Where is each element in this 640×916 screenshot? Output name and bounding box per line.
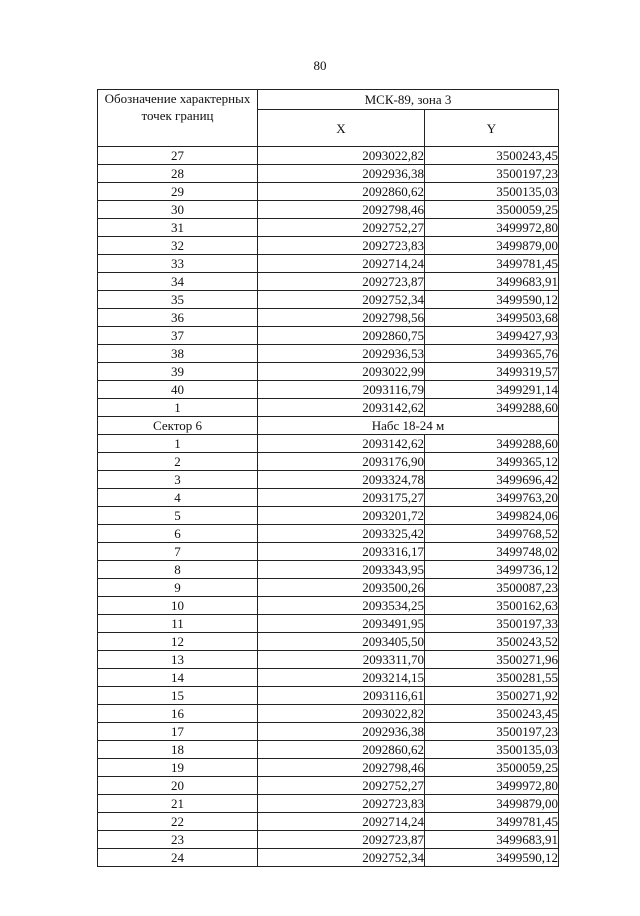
- point-number-cell: 23: [98, 831, 258, 849]
- table-row: [98, 345, 559, 363]
- point-number-cell: 8: [98, 561, 258, 579]
- table-row: [98, 669, 559, 687]
- table-row: [98, 597, 559, 615]
- header-row-system: [98, 90, 559, 110]
- table-row: [98, 489, 559, 507]
- y-coordinate-cell: 3499365,76: [425, 345, 559, 363]
- y-coordinate-cell: 3499288,60: [425, 399, 559, 417]
- point-number-cell: 9: [98, 579, 258, 597]
- table-row: [98, 687, 559, 705]
- x-coordinate-cell: 2093142,62: [258, 435, 425, 453]
- point-number-cell: 1: [98, 399, 258, 417]
- x-coordinate-cell: 2093316,17: [258, 543, 425, 561]
- table-body-part2: [98, 435, 559, 867]
- point-number-cell: 15: [98, 687, 258, 705]
- table-row: [98, 507, 559, 525]
- x-coordinate-cell: 2093116,79: [258, 381, 425, 399]
- y-coordinate-cell: 3499763,20: [425, 489, 559, 507]
- x-coordinate-cell: 2092860,62: [258, 741, 425, 759]
- table-row: [98, 741, 559, 759]
- y-coordinate-cell: 3500197,23: [425, 165, 559, 183]
- x-coordinate-cell: 2092723,83: [258, 237, 425, 255]
- y-coordinate-cell: 3499781,45: [425, 255, 559, 273]
- point-number-cell: 31: [98, 219, 258, 237]
- table-row: [98, 561, 559, 579]
- y-coordinate-cell: 3500135,03: [425, 741, 559, 759]
- point-number-cell: 14: [98, 669, 258, 687]
- y-coordinate-cell: 3499683,91: [425, 273, 559, 291]
- table-row: [98, 183, 559, 201]
- x-coordinate-cell: 2093405,50: [258, 633, 425, 651]
- point-number-cell: 34: [98, 273, 258, 291]
- point-number-cell: 38: [98, 345, 258, 363]
- y-coordinate-cell: 3499291,14: [425, 381, 559, 399]
- sector-header: [98, 417, 559, 435]
- table-row: [98, 237, 559, 255]
- point-number-cell: 37: [98, 327, 258, 345]
- table-row: [98, 795, 559, 813]
- table-row: [98, 849, 559, 867]
- x-coordinate-cell: 2093022,99: [258, 363, 425, 381]
- point-number-cell: 4: [98, 489, 258, 507]
- point-number-cell: 20: [98, 777, 258, 795]
- point-number-cell: 10: [98, 597, 258, 615]
- point-number-cell: 32: [98, 237, 258, 255]
- table-row: [98, 633, 559, 651]
- x-coordinate-cell: 2092936,38: [258, 165, 425, 183]
- table-row: [98, 327, 559, 345]
- point-number-cell: 27: [98, 147, 258, 165]
- table-row: [98, 435, 559, 453]
- y-coordinate-cell: 3499736,12: [425, 561, 559, 579]
- point-number-cell: 33: [98, 255, 258, 273]
- table-row: [98, 705, 559, 723]
- x-coordinate-cell: 2093022,82: [258, 705, 425, 723]
- y-coordinate-cell: 3500087,23: [425, 579, 559, 597]
- point-number-cell: 22: [98, 813, 258, 831]
- x-coordinate-cell: 2092714,24: [258, 813, 425, 831]
- table-row: [98, 813, 559, 831]
- y-coordinate-cell: 3499288,60: [425, 435, 559, 453]
- y-coordinate-cell: 3499824,06: [425, 507, 559, 525]
- table-row: [98, 831, 559, 849]
- table-row: [98, 363, 559, 381]
- y-coordinate-cell: 3500243,45: [425, 147, 559, 165]
- point-number-cell: 40: [98, 381, 258, 399]
- x-coordinate-cell: 2092798,56: [258, 309, 425, 327]
- coordinate-system-header: МСК-89, зона 3: [258, 90, 559, 110]
- point-number-cell: 11: [98, 615, 258, 633]
- x-coordinate-cell: 2093325,42: [258, 525, 425, 543]
- point-number-cell: 17: [98, 723, 258, 741]
- y-coordinate-cell: 3500135,03: [425, 183, 559, 201]
- x-coordinate-cell: 2093176,90: [258, 453, 425, 471]
- table-row: [98, 759, 559, 777]
- y-coordinate-cell: 3500271,92: [425, 687, 559, 705]
- page-number: 80: [313, 58, 327, 73]
- x-coordinate-cell: 2092860,75: [258, 327, 425, 345]
- x-coordinate-cell: 2092723,87: [258, 831, 425, 849]
- x-coordinate-cell: 2093201,72: [258, 507, 425, 525]
- y-coordinate-cell: 3500059,25: [425, 201, 559, 219]
- y-coordinate-cell: 3500197,33: [425, 615, 559, 633]
- y-coordinate-cell: 3499972,80: [425, 219, 559, 237]
- x-coordinate-cell: 2093491,95: [258, 615, 425, 633]
- x-coordinate-cell: 2093022,82: [258, 147, 425, 165]
- y-coordinate-cell: 3499748,02: [425, 543, 559, 561]
- y-coordinate-cell: 3499365,12: [425, 453, 559, 471]
- y-coordinate-cell: 3499590,12: [425, 849, 559, 867]
- x-coordinate-cell: 2093311,70: [258, 651, 425, 669]
- table-row: [98, 399, 559, 417]
- point-number-cell: 18: [98, 741, 258, 759]
- point-number-cell: 28: [98, 165, 258, 183]
- x-coordinate-cell: 2093500,26: [258, 579, 425, 597]
- point-number-cell: 29: [98, 183, 258, 201]
- y-coordinate-cell: 3500059,25: [425, 759, 559, 777]
- point-number-cell: 35: [98, 291, 258, 309]
- y-coordinate-cell: 3499879,00: [425, 795, 559, 813]
- x-coordinate-cell: 2092723,83: [258, 795, 425, 813]
- point-number-cell: 21: [98, 795, 258, 813]
- y-coordinate-cell: 3499696,42: [425, 471, 559, 489]
- point-number-cell: 39: [98, 363, 258, 381]
- y-coordinate-cell: 3500243,52: [425, 633, 559, 651]
- x-coordinate-cell: 2093142,62: [258, 399, 425, 417]
- x-coordinate-cell: 2093175,27: [258, 489, 425, 507]
- y-coordinate-cell: 3499768,52: [425, 525, 559, 543]
- x-coordinate-cell: 2092936,53: [258, 345, 425, 363]
- point-number-cell: 19: [98, 759, 258, 777]
- y-coordinate-cell: 3500243,45: [425, 705, 559, 723]
- y-coordinate-cell: 3499503,68: [425, 309, 559, 327]
- table-body-part1: [98, 147, 559, 417]
- x-coordinate-cell: 2093324,78: [258, 471, 425, 489]
- table-row: [98, 219, 559, 237]
- sector-depth: Набс 18-24 м: [258, 417, 559, 435]
- table-row: [98, 165, 559, 183]
- point-number-cell: 2: [98, 453, 258, 471]
- table-row: [98, 579, 559, 597]
- y-coordinate-cell: 3499879,00: [425, 237, 559, 255]
- table-header: [98, 90, 559, 147]
- table-row: [98, 615, 559, 633]
- point-label-header: Обозначение характерных точек границ: [98, 90, 258, 147]
- table-row: [98, 273, 559, 291]
- x-coordinate-cell: 2093214,15: [258, 669, 425, 687]
- point-number-cell: 1: [98, 435, 258, 453]
- y-coordinate-cell: 3500162,63: [425, 597, 559, 615]
- x-coordinate-cell: 2092752,27: [258, 219, 425, 237]
- point-number-cell: 24: [98, 849, 258, 867]
- y-coordinate-cell: 3500271,96: [425, 651, 559, 669]
- x-coordinate-cell: 2092723,87: [258, 273, 425, 291]
- sector-label: Сектор 6: [98, 417, 258, 435]
- point-number-cell: 12: [98, 633, 258, 651]
- x-column-header: X: [258, 110, 425, 147]
- y-coordinate-cell: 3500197,23: [425, 723, 559, 741]
- table-row: [98, 651, 559, 669]
- x-coordinate-cell: 2092860,62: [258, 183, 425, 201]
- y-coordinate-cell: 3499427,93: [425, 327, 559, 345]
- point-number-cell: 6: [98, 525, 258, 543]
- y-coordinate-cell: 3499781,45: [425, 813, 559, 831]
- point-number-cell: 13: [98, 651, 258, 669]
- table-row: [98, 291, 559, 309]
- x-coordinate-cell: 2092714,24: [258, 255, 425, 273]
- x-coordinate-cell: 2092798,46: [258, 201, 425, 219]
- coordinates-table: [97, 89, 559, 867]
- y-coordinate-cell: 3499590,12: [425, 291, 559, 309]
- table-row: [98, 471, 559, 489]
- sector-row: [98, 417, 559, 435]
- table-row: [98, 525, 559, 543]
- table-row: [98, 255, 559, 273]
- point-number-cell: 30: [98, 201, 258, 219]
- y-coordinate-cell: 3499683,91: [425, 831, 559, 849]
- x-coordinate-cell: 2093343,95: [258, 561, 425, 579]
- point-number-cell: 7: [98, 543, 258, 561]
- table-row: [98, 309, 559, 327]
- x-coordinate-cell: 2093534,25: [258, 597, 425, 615]
- x-coordinate-cell: 2092752,34: [258, 849, 425, 867]
- x-coordinate-cell: 2092752,27: [258, 777, 425, 795]
- table-row: [98, 201, 559, 219]
- table-row: [98, 543, 559, 561]
- x-coordinate-cell: 2093116,61: [258, 687, 425, 705]
- y-coordinate-cell: 3499319,57: [425, 363, 559, 381]
- x-coordinate-cell: 2092936,38: [258, 723, 425, 741]
- table-row: [98, 723, 559, 741]
- point-number-cell: 16: [98, 705, 258, 723]
- point-number-cell: 36: [98, 309, 258, 327]
- y-column-header: Y: [425, 110, 559, 147]
- x-coordinate-cell: 2092752,34: [258, 291, 425, 309]
- y-coordinate-cell: 3500281,55: [425, 669, 559, 687]
- x-coordinate-cell: 2092798,46: [258, 759, 425, 777]
- table-row: [98, 381, 559, 399]
- table-row: [98, 453, 559, 471]
- table-row: [98, 777, 559, 795]
- table-row: [98, 147, 559, 165]
- point-number-cell: 5: [98, 507, 258, 525]
- point-number-cell: 3: [98, 471, 258, 489]
- y-coordinate-cell: 3499972,80: [425, 777, 559, 795]
